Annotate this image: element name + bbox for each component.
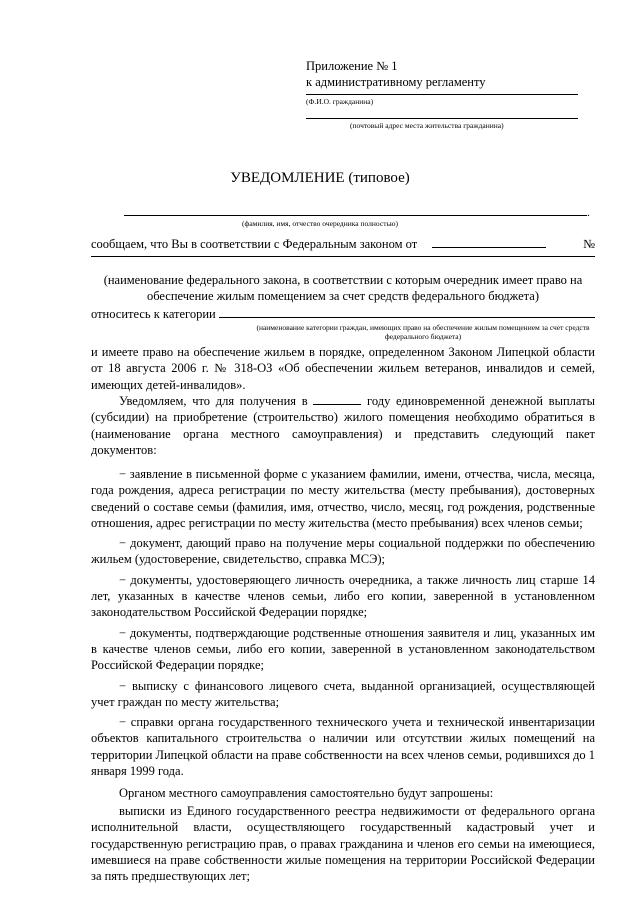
address-caption: (почтовый адрес места жительства гражданина) <box>350 121 504 130</box>
appendix-label: Приложение № 1 <box>306 59 398 73</box>
notice-part1: Уведомляем, что для получения в <box>119 394 308 408</box>
category-row <box>91 306 595 322</box>
documents-list <box>91 466 595 783</box>
fio-caption: (Ф.И.О. гражданина) <box>306 97 374 106</box>
number-sign: № <box>583 237 595 251</box>
intro-paragraph <box>91 236 595 257</box>
notice-paragraph <box>91 393 595 458</box>
list-item: − выписку с финансового лицевого счета, выданной организацией, осуществляющей учет граждан по месту жительства; <box>91 678 595 709</box>
law-name-blank <box>91 256 595 257</box>
category-caption: (наименование категории граждан, имеющих право на обеспечение жилым помещением за счет средств федерального бюджета) <box>256 323 590 341</box>
extract-paragraph: выписки из Единого государственного реестра недвижимости от федерального органа исполнительной власти, осуществляющего государственный кадастровый учет и государственную регистрацию прав, о правах гражданина и членов его семьи на имеющиеся, имевшиеся на праве собственности жилые помещения на территории Российской Федерации за пять предшествующих лет; <box>91 804 595 884</box>
address-underline <box>306 118 578 119</box>
category-underline <box>219 317 595 318</box>
fio-underline <box>306 94 578 95</box>
law-caption: (наименование федерального закона, в соответствии с которым очередник имеет право на обеспечение жилым помещением за счет средств федерального бюджета) <box>103 273 583 303</box>
right-paragraph: и имеете право на обеспечение жильем в порядке, определенном Законом Липецкой области от 18 августа 2006 г. № 318-ОЗ «Об обеспечении жильем ветеранов, инвалидов и семей, имеющих детей-инвалидов». <box>91 345 595 392</box>
list-item: − документы, подтверждающие родственные отношения заявителя и лиц, указанных им в качестве членов семьи, либо его копии, заверенной в установленном законодательством Российской Федерации порядке; <box>91 625 595 673</box>
category-label: относитесь к категории <box>91 307 216 321</box>
law-date-blank <box>432 237 546 248</box>
self-request-paragraph: Органом местного самоуправления самостоятельно будут запрошены: <box>119 786 494 800</box>
recipient-caption: (фамилия, имя, отчество очередника полностью) <box>242 219 398 228</box>
page-title: УВЕДОМЛЕНИЕ (типовое) <box>230 170 410 186</box>
list-item: − заявление в письменной форме с указанием фамилии, имени, отчества, числа, месяца, года рождения, адреса регистрации по месту жительства (месту пребывания), достоверных сведений о составе семьи (фамилия, имя, отчество, число, месяц, год рождения, родственные отношения, адрес регистрации по месту жительства (место пребывания) всех членов семьи; <box>91 467 595 530</box>
recipient-dot: . <box>587 205 590 219</box>
recipient-underline <box>124 215 587 216</box>
list-item: − документы, удостоверяющего личность очередника, а также личность лиц старше 14 лет, указанных в качестве членов семьи, либо его копии, заверенной в установленном законодательством Российской Федерации порядке; <box>91 572 595 620</box>
list-item: − документ, дающий право на получение меры социальной поддержки по обеспечению жильем (удостоверение, свидетельство, справка МСЭ); <box>91 536 595 567</box>
list-item: − справки органа государственного технического учета и технической инвентаризации объектов капитального строительства о наличии или отсутствии жилых помещений на территории Липецкой области на праве собственности на всех членов семьи, родившихся до 1 января 1999 года. <box>91 715 595 779</box>
header-block <box>306 58 596 130</box>
notice-part2: году единовременной денежной выплаты (субсидии) на приобретение (строительство) жилого помещения необходимо обратиться в (наименование органа местного самоуправления) и представить следующий пакет документов: <box>91 394 595 457</box>
intro-text: сообщаем, что Вы в соответствии с Федеральным законом от <box>91 237 418 251</box>
regulation-label: к административному регламенту <box>306 75 486 89</box>
year-blank <box>313 394 361 405</box>
